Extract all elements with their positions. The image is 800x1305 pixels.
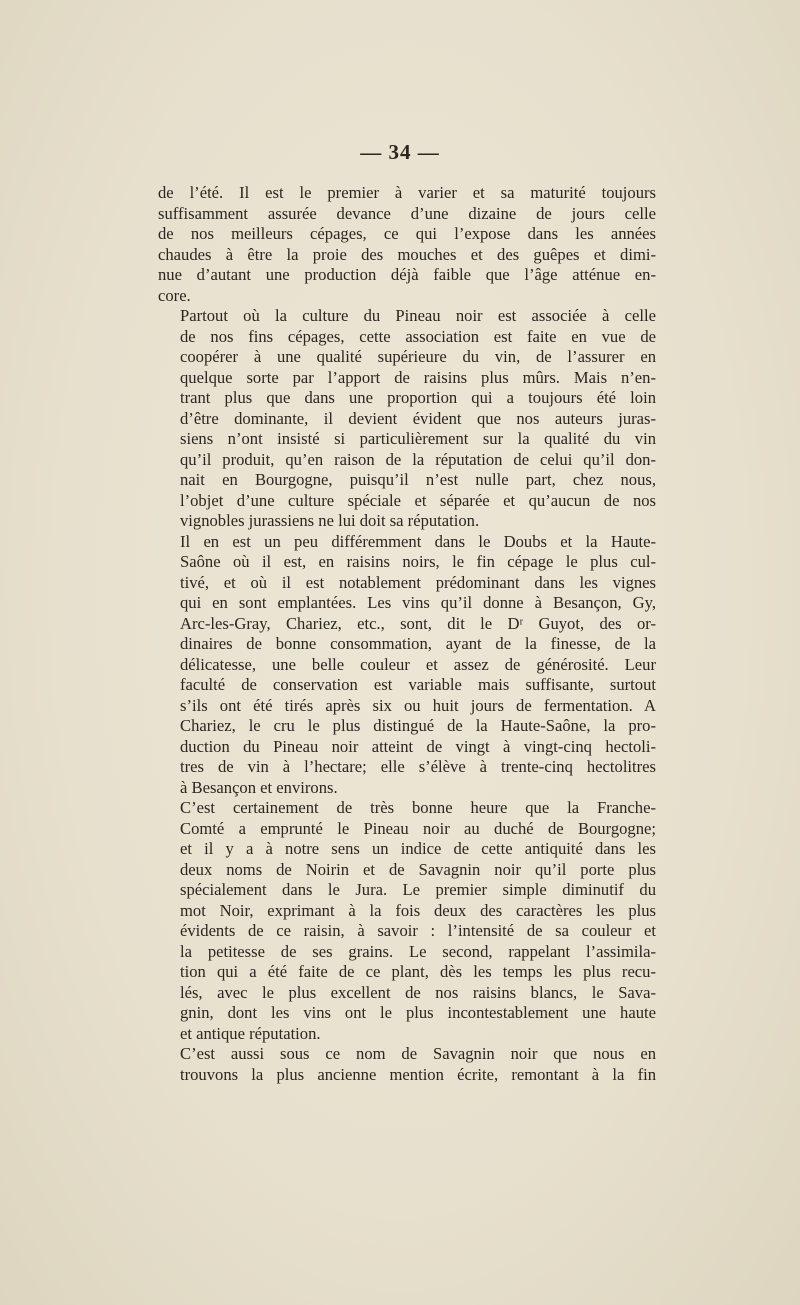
text-line: lés, avec le plus excellent de nos raisins blancs, le Sava- bbox=[180, 982, 656, 1002]
text-line: qu’il produit, qu’en raison de la réputation de celui qu’il don- bbox=[180, 449, 656, 469]
paragraph bbox=[158, 183, 656, 306]
text-line: Chariez, le cru le plus distingué de la Haute-Saône, la pro- bbox=[180, 716, 656, 735]
text-line: qui en sont emplantées. Les vins qu’il donne à Besançon, Gy, bbox=[180, 593, 656, 612]
text-line: la petitesse de ses grains. Le second, rappelant l’assimila- bbox=[180, 941, 656, 961]
body-text bbox=[158, 183, 656, 1085]
text-line: Il en est un peu différemment dans le Doubs et la Haute- bbox=[180, 531, 656, 551]
text-line: trant plus que dans une proportion qui a toujours été loin bbox=[180, 388, 656, 407]
text-line: vignobles jurassiens ne lui doit sa réputation. bbox=[180, 511, 480, 530]
text-line: Comté a emprunté le Pineau noir au duché de Bourgogne; bbox=[180, 818, 656, 838]
text-line: de l’été. Il est le premier à varier et sa maturité toujours bbox=[158, 183, 656, 202]
text-line: gnin, dont les vins ont le plus incontestablement une haute bbox=[180, 1003, 656, 1022]
paragraph bbox=[158, 532, 656, 799]
text-line: tivé, et où il est notablement prédominant dans les vignes bbox=[180, 572, 656, 592]
text-line: trouvons la plus ancienne mention écrite, remontant à la fin bbox=[180, 1064, 656, 1084]
text-line: duction du Pineau noir atteint de vingt à vingt-cinq hectoli- bbox=[180, 736, 656, 756]
text-line: tion qui a été faite de ce plant, dès les temps les plus recu- bbox=[180, 962, 656, 981]
text-line: tres de vin à l’hectare; elle s’élève à trente-cinq hectolitres bbox=[180, 757, 656, 776]
text-line: délicatesse, une belle couleur et assez de générosité. Leur bbox=[180, 654, 656, 674]
text-line: siens n’ont insisté si particulièrement sur la qualité du vin bbox=[180, 429, 656, 448]
text-line: quelque sorte par l’apport de raisins plus mûrs. Mais n’en- bbox=[180, 367, 656, 387]
text-line: d’être dominante, il devient évident que nos auteurs juras- bbox=[180, 408, 656, 428]
text-line: faculté de conservation est variable mais suffisante, surtout bbox=[180, 675, 656, 694]
text-line: mot Noir, exprimant à la fois deux des caractères les plus bbox=[180, 900, 656, 920]
text-line: Arc-les-Gray, Chariez, etc., sont, dit le Dʳ Guyot, des or- bbox=[180, 613, 656, 633]
paragraph bbox=[158, 798, 656, 1044]
paragraph bbox=[158, 1044, 656, 1085]
text-line: spécialement dans le Jura. Le premier simple diminutif du bbox=[180, 880, 656, 899]
text-line: nait en Bourgogne, puisqu’il n’est nulle part, chez nous, bbox=[180, 470, 656, 489]
text-line: Partout où la culture du Pineau noir est associée à celle bbox=[180, 306, 656, 325]
paragraph bbox=[158, 306, 656, 532]
text-line: nue d’autant une production déjà faible que l’âge atténue en- bbox=[158, 265, 656, 284]
text-line: à Besançon et environs. bbox=[180, 777, 338, 797]
page-number: — 34 — bbox=[360, 140, 440, 164]
text-line: l’objet d’une culture spéciale et séparée et qu’aucun de nos bbox=[180, 490, 656, 510]
text-line: de nos fins cépages, cette association est faite en vue de bbox=[180, 326, 656, 346]
text-line: et il y a à notre sens un indice de cette antiquité dans les bbox=[180, 839, 656, 858]
text-line: core. bbox=[158, 285, 191, 305]
text-line: Saône où il est, en raisins noirs, le fin cépage le plus cul- bbox=[180, 552, 656, 571]
text-line: C’est aussi sous ce nom de Savagnin noir que nous en bbox=[180, 1044, 656, 1063]
text-line: s’ils ont été tirés après six ou huit jours de fermentation. A bbox=[180, 695, 656, 715]
text-line: chaudes à être la proie des mouches et des guêpes et dimi- bbox=[158, 244, 656, 264]
text-line: évidents de ce raisin, à savoir : l’intensité de sa couleur et bbox=[180, 921, 656, 940]
text-line: coopérer à une qualité supérieure du vin, de l’assurer en bbox=[180, 347, 656, 366]
text-line: de nos meilleurs cépages, ce qui l’expose dans les années bbox=[158, 224, 656, 243]
text-line: C’est certainement de très bonne heure que la Franche- bbox=[180, 798, 656, 817]
text-line: dinaires de bonne consommation, ayant de la finesse, de la bbox=[180, 634, 656, 653]
text-line: et antique réputation. bbox=[180, 1023, 321, 1043]
text-line: deux noms de Noirin et de Savagnin noir qu’il porte plus bbox=[180, 859, 656, 879]
text-line: suffisamment assurée devance d’une dizaine de jours celle bbox=[158, 203, 656, 223]
